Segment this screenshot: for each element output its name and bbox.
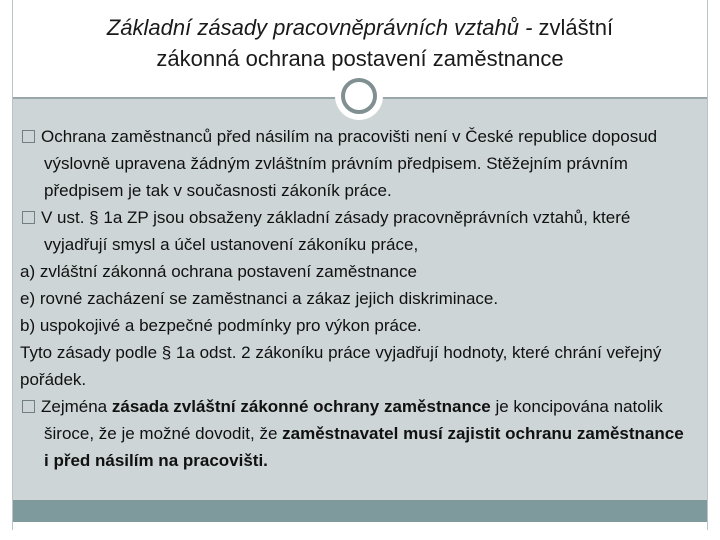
list-item-e: e) rovné zacházení se zaměstnanci a zákaz jejich diskriminace. (20, 289, 499, 308)
checkbox-bullet-icon (22, 130, 35, 143)
footer-bar (13, 500, 707, 522)
title-rest-part: zvláštní (532, 15, 614, 40)
title-line-2: zákonná ochrana postavení zaměstnance (156, 46, 564, 71)
list-item-b: b) uspokojivé a bezpečné podmínky pro výkon práce. (20, 316, 422, 335)
bullet-item (20, 204, 690, 258)
slide-title (13, 12, 707, 74)
title-italic-part: Základní zásady pracovněprávních vztahů - (106, 15, 533, 40)
checkbox-bullet-icon (22, 400, 35, 413)
divider-ornament-circle (341, 78, 377, 114)
bullet-text-1: Ochrana zaměstnanců před násilím na pracovišti není v České republice doposud výslovně upravena žádným zvláštním právním předpisem. Stěžejním právním předpisem je tak v současnosti zákoník práce. (41, 127, 658, 200)
checkbox-bullet-icon (22, 211, 35, 224)
bullet3-bold-conclusion: zaměstnavatel musí zajistit ochranu zaměstnance i před násilím na pracovišti. (44, 424, 684, 470)
summary-text: Tyto zásady podle § 1a odst. 2 zákoníku práce vyjadřují hodnoty, které chrání veřejný pořádek. (20, 343, 662, 389)
bullet-text-2: V ust. § 1a ZP jsou obsaženy základní zásady pracovněprávních vztahů, které vyjadřují smysl a účel ustanovení zákoníku práce, (41, 208, 631, 254)
bullet3-part1: Zejména (41, 397, 112, 416)
body-text (20, 123, 690, 474)
list-item-a: a) zvláštní zákonná ochrana postavení zaměstnance (20, 262, 417, 281)
bullet-item (20, 123, 690, 204)
bullet-item (20, 393, 690, 474)
bullet3-part3: je koncipována natolik široce, že je možné dovodit, že (44, 397, 663, 443)
bullet3-bold-principle: zásada zvláštní zákonné ochrany zaměstnance (111, 397, 491, 416)
